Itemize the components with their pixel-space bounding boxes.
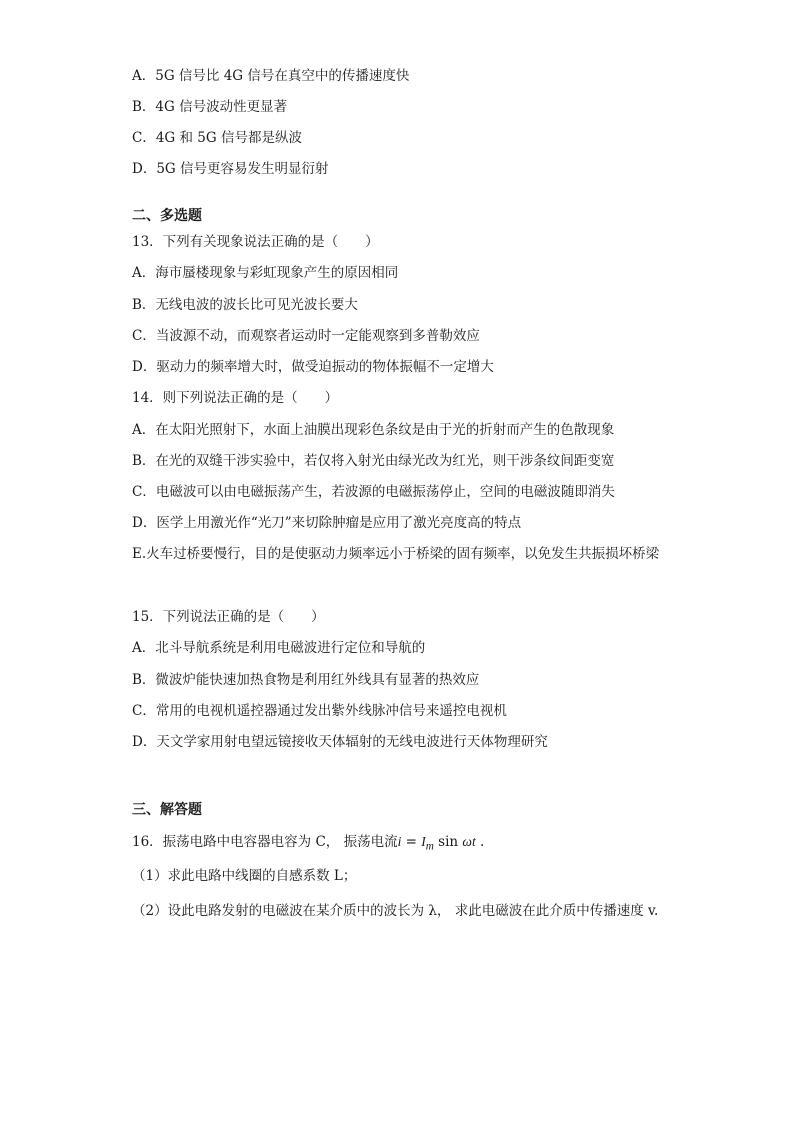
q16-stem-prefix: 16．振荡电路中电容器电容为 C， 振荡电流 xyxy=(132,834,398,850)
formula-I: I xyxy=(421,834,426,849)
q16-part1: （1）求此电路中线圈的自感系数 L； xyxy=(132,868,357,884)
q13-stem: 13．下列有关现象说法正确的是（ ） xyxy=(132,234,379,250)
q15-option-b: B．微波炉能快速加热食物是利用红外线具有显著的热效应 xyxy=(132,672,480,688)
q15-option-a: A．北斗导航系统是利用电磁波进行定位和导航的 xyxy=(132,640,426,656)
q15-option-d: D．天文学家用射电望远镜接收天体辐射的无线电波进行天体物理研究 xyxy=(132,734,548,750)
formula-i: i xyxy=(397,834,402,849)
q13-option-a: A．海市蜃楼现象与彩虹现象产生的原因相同 xyxy=(132,265,399,281)
q14-option-e: E.火车过桥要慢行，目的是使驱动力频率远小于桥梁的固有频率，以免发生共振损坏桥梁 xyxy=(132,546,660,562)
formula-eq: = xyxy=(401,834,422,850)
q14-stem: 14．则下列说法正确的是（ ） xyxy=(132,390,339,406)
q13-option-b: B．无线电波的波长比可见光波长要大 xyxy=(132,297,358,313)
formula-sin: sin xyxy=(433,834,463,850)
formula-sub-m: m xyxy=(425,840,434,853)
q12-option-c: C．4G 和 5G 信号都是纵波 xyxy=(132,130,302,146)
q12-option-d: D．5G 信号更容易发生明显衍射 xyxy=(132,161,329,177)
q15-stem: 15．下列说法正确的是（ ） xyxy=(132,609,325,625)
formula-omega-t: ωt xyxy=(462,834,476,849)
q16-stem-suffix: . xyxy=(475,834,485,850)
section-title-answer: 三、解答题 xyxy=(132,802,202,818)
q12-option-a: A．5G 信号比 4G 信号在真空中的传播速度快 xyxy=(132,68,410,84)
section-title-multiple-choice: 二、多选题 xyxy=(132,208,202,224)
q14-option-c: C．电磁波可以由电磁振荡产生，若波源的电磁振荡停止，空间的电磁波随即消失 xyxy=(132,484,615,500)
q16-part2: （2）设此电路发射的电磁波在某介质中的波长为 λ， 求此电磁波在此介质中传播速度 v. xyxy=(132,903,659,919)
q13-option-c: C．当波源不动，而观察者运动时一定能观察到多普勒效应 xyxy=(132,328,480,344)
q12-option-b: B．4G 信号波动性更显著 xyxy=(132,99,288,115)
q13-option-d: D．驱动力的频率增大时，做受迫振动的物体振幅不一定增大 xyxy=(132,359,494,375)
q14-option-d: D．医学上用激光作“光刀”来切除肿瘤是应用了激光亮度高的特点 xyxy=(132,515,522,531)
q14-option-a: A．在太阳光照射下，水面上油膜出现彩色条纹是由于光的折射而产生的色散现象 xyxy=(132,422,615,438)
q14-option-b: B．在光的双缝干涉实验中，若仅将入射光由绿光改为红光，则干涉条纹间距变宽 xyxy=(132,453,615,469)
q16-stem xyxy=(132,832,484,857)
q15-option-c: C．常用的电视机遥控器通过发出紫外线脉冲信号来遥控电视机 xyxy=(132,703,507,719)
